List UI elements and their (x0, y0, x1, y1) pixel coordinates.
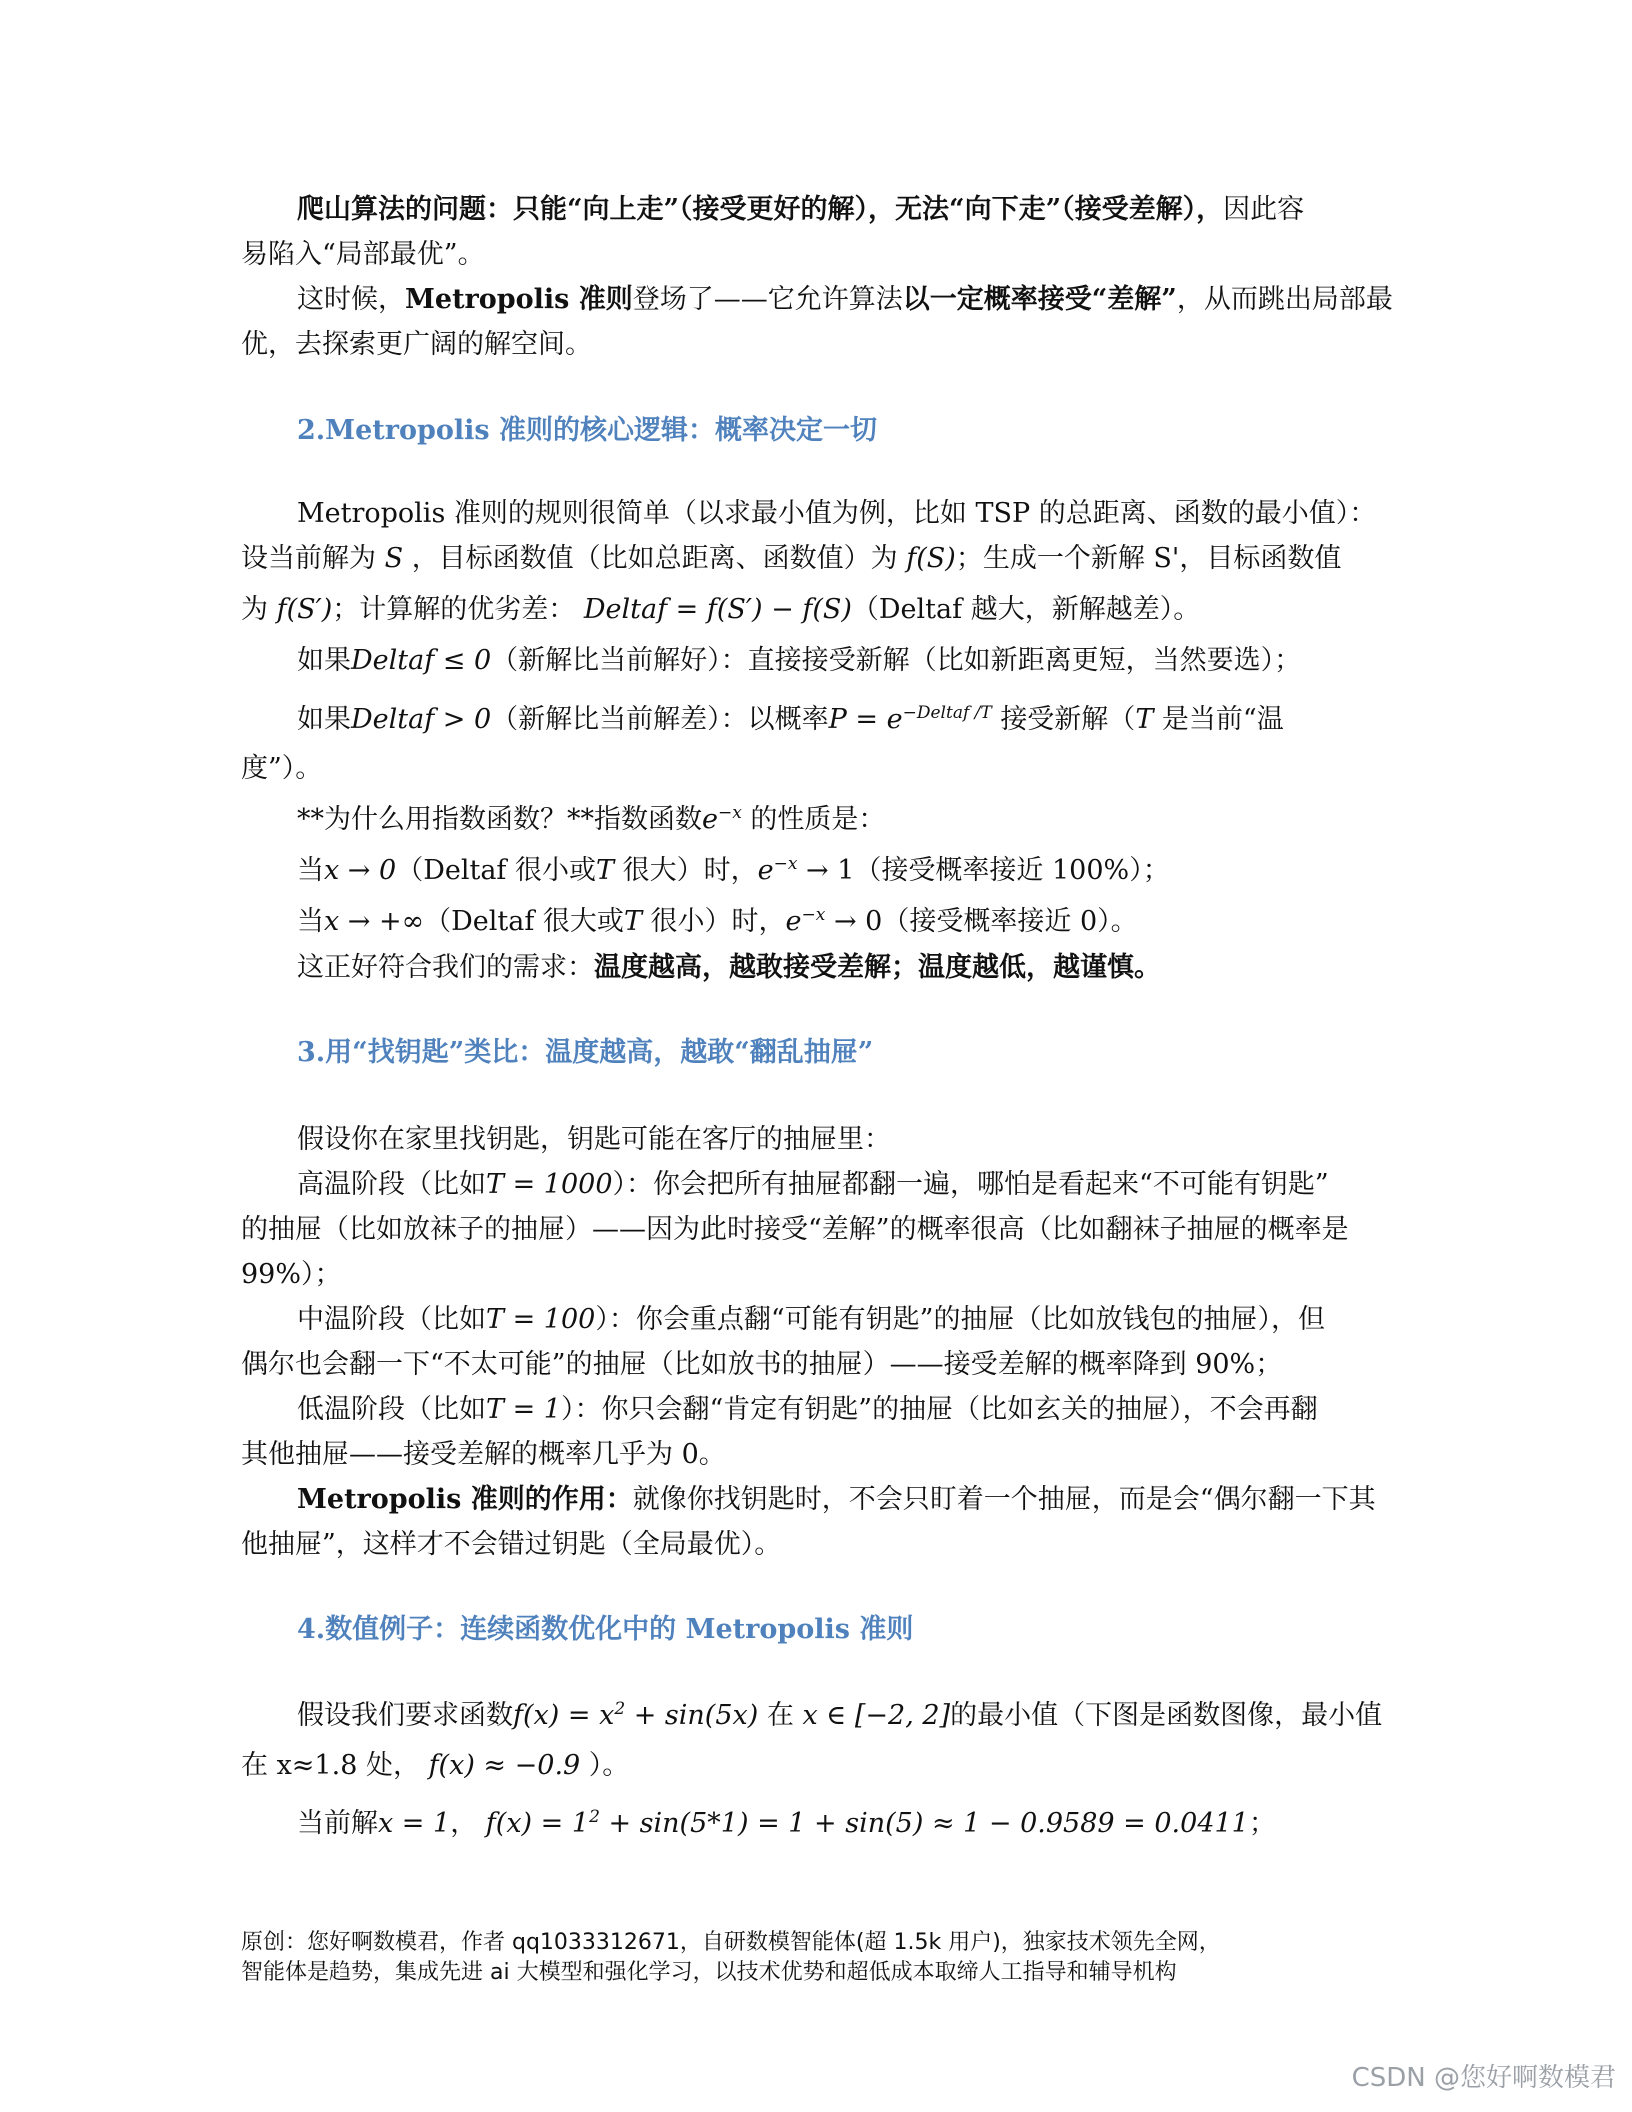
section-heading-2: 2.Metropolis 准则的核心逻辑：概率决定一切 (297, 415, 877, 446)
rule-line-1: Metropolis 准则的规则很简单（以求最小值为例，比如 TSP 的总距离、函数的最小值）： (297, 498, 1377, 529)
exp-property-large: 当x → +∞（Deltaf 很大或T 很小）时，$e^{-x} \to 0$（接受概率接近 0）。 (297, 905, 1138, 937)
analogy-high-temp-cont2: 99%）； (241, 1259, 342, 1290)
analogy-high-temp: 高温阶段（比如T = 1000）：你会把所有抽屉都翻一遍，哪怕是看起来“不可能有钥匙” (297, 1169, 1329, 1200)
rule-case-probability-cont: 度”）。 (241, 753, 323, 784)
paragraph-hill-climbing: 爬山算法的问题：只能“向上走”（接受更好的解），无法“向下走”（接受差解），因此容 (297, 194, 1305, 225)
rule-line-2: 设当前解为 S ，目标函数值（比如总距离、函数值）为 f(S)；生成一个新解 S'，目标函数值 (241, 543, 1342, 574)
analogy-low-temp-cont: 其他抽屉——接受差解的概率几乎为 0。 (241, 1439, 726, 1470)
rule-line-3: 为 f(S′)；计算解的优劣差： Deltaf = f(S′) − f(S)（Deltaf 越大，新解越差）。 (241, 594, 1201, 625)
paragraph-hill-climbing-cont: 易陷入“局部最优”。 (241, 239, 485, 270)
analogy-mid-temp-cont: 偶尔也会翻一下“不太可能”的抽屉（比如放书的抽屉）——接受差解的概率降到 90%； (241, 1349, 1283, 1380)
footer-line-1: 原创：您好啊数模君，作者 qq1033312671，自研数模智能体(超 1.5k 用户)，独家技术领先全网， (241, 1930, 1221, 1955)
analogy-metropolis-role-cont: 他抽屉”，这样才不会错过钥匙（全局最优）。 (241, 1529, 782, 1560)
rule-case-accept: 如果Deltaf ≤ 0（新解比当前解好）：直接接受新解（比如新距离更短，当然要选）； (297, 645, 1302, 676)
analogy-intro: 假设你在家里找钥匙，钥匙可能在客厅的抽屉里： (297, 1124, 891, 1155)
example-current-solution: 当前解x = 1， $f(x) = 1^2 + \sin(5*1) = 1 + \sin(5) \approx 1 - 0.9589 = 0.0411$； (297, 1807, 1276, 1839)
section-heading-3: 3.用“找钥匙”类比：温度越高，越敢“翻乱抽屉” (297, 1037, 874, 1068)
footer-note (241, 1928, 1221, 1988)
analogy-metropolis-role: Metropolis 准则的作用：就像你找钥匙时，不会只盯着一个抽屉，而是会“偶尔翻一下其 (297, 1484, 1376, 1515)
paragraph-metropolis-intro-cont: 优，去探索更广阔的解空间。 (241, 329, 592, 360)
exp-question: **为什么用指数函数？**指数函数$e^{-x}$ 的性质是： (297, 803, 886, 835)
example-function: 假设我们要求函数$f(x) = x^2 + \sin(5x)$ 在 x ∈ [−2, 2]的最小值（下图是函数图像，最小值 (297, 1699, 1383, 1731)
section-heading-4: 4.数值例子：连续函数优化中的 Metropolis 准则 (297, 1614, 914, 1645)
exp-property-small: 当x → 0（Deltaf 很小或T 很大）时，$e^{-x} \to 1$（接受概率接近 100%）； (297, 854, 1170, 886)
example-function-cont: 在 x≈1.8 处， f(x) ≈ −0.9 ）。 (241, 1750, 630, 1781)
exp-conclusion: 这正好符合我们的需求：温度越高，越敢接受差解；温度越低，越谨慎。 (297, 952, 1161, 983)
analogy-high-temp-cont: 的抽屉（比如放袜子的抽屉）——因为此时接受“差解”的概率很高（比如翻袜子抽屉的概率是 (241, 1214, 1349, 1245)
paragraph-metropolis-intro: 这时候，Metropolis 准则登场了——它允许算法以一定概率接受“差解”，从而跳出局部最 (297, 284, 1393, 315)
analogy-low-temp: 低温阶段（比如T = 1）：你只会翻“肯定有钥匙”的抽屉（比如玄关的抽屉），不会再翻 (297, 1394, 1318, 1425)
footer-line-2: 智能体是趋势，集成先进 ai 大模型和强化学习，以技术优势和超低成本取缔人工指导和辅导机构 (241, 1960, 1177, 1985)
analogy-mid-temp: 中温阶段（比如T = 100）：你会重点翻“可能有钥匙”的抽屉（比如放钱包的抽屉），但 (297, 1304, 1325, 1335)
rule-case-probability: 如果Deltaf > 0（新解比当前解差）：以概率$P = e^{-Deltaf /T}$ 接受新解（T 是当前“温 (297, 703, 1284, 735)
csdn-watermark: CSDN @您好啊数模君 (1351, 2063, 1616, 2093)
